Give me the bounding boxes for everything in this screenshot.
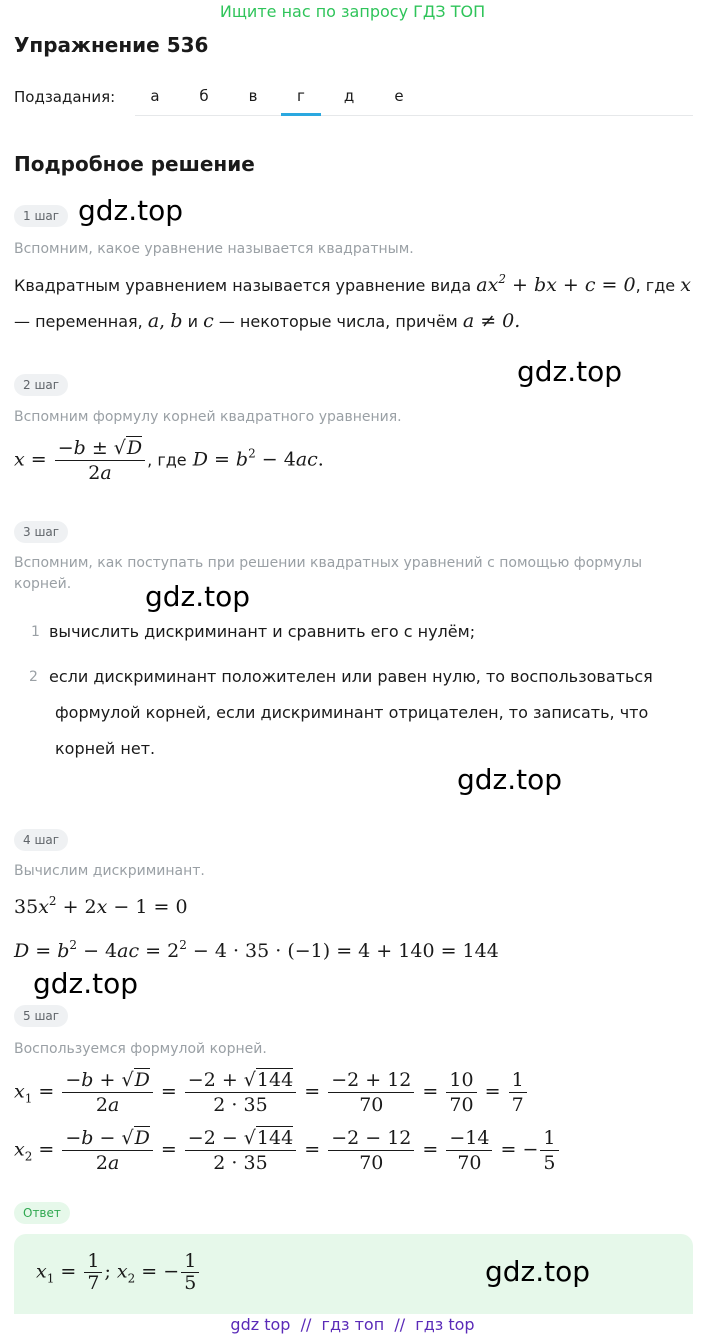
subtask-tab-g[interactable]: г: [281, 78, 321, 116]
page-title: Упражнение 536: [14, 33, 209, 57]
step-1-text: — переменная,: [14, 312, 143, 331]
watermark: gdz.top: [145, 580, 251, 613]
step-1-line-1: [14, 272, 691, 296]
watermark: gdz.top: [78, 194, 184, 227]
step-3-badge: 3 шаг: [14, 521, 68, 543]
step-1-text: Квадратным уравнением называется уравнение вида: [14, 276, 472, 295]
subtasks-tabs: [135, 78, 693, 116]
section-title: Подробное решение: [14, 152, 255, 176]
quadratic-equation-formula: $ax^2$ + bx + c = 0: [476, 272, 636, 296]
step-3-hint: Вспомним, как поступать при решении квадратных уравнений с помощью формулы корней.: [14, 555, 643, 592]
discriminant-calculation: $D = b^2 - 4ac = 2^2 - 4 \cdot 35 \cdot (-1) = 4 + 140 = 144$: [14, 938, 499, 962]
list-number: 1: [31, 624, 40, 640]
subtask-tab-e[interactable]: е: [394, 87, 404, 105]
footer-links[interactable]: gdz top // гдз топ // гдз top: [230, 1315, 475, 1334]
step-1-badge: 1 шаг: [14, 205, 68, 227]
condition-a-nonzero: a ≠ 0.: [462, 310, 521, 332]
subtask-tab-v[interactable]: в: [248, 87, 258, 105]
root-x1-calculation: $x_1$ = $\frac{-b + √D}{2a}$ = $\frac{-2 + √144}{2 \cdot 35}$ = $\frac{-2 + 12}{70}$ = $\frac{10}{70}$ = $\frac{1}{7}$: [14, 1068, 529, 1117]
step-1-text: и: [187, 312, 198, 331]
step-2-text: , где: [147, 450, 187, 470]
step-2-badge: 2 шаг: [14, 374, 68, 396]
watermark: gdz.top: [33, 967, 139, 1000]
step-2-hint: Вспомним формулу корней квадратного уравнения.: [14, 409, 402, 425]
watermark: gdz.top: [457, 763, 563, 796]
promo-banner: Ищите нас по запросу ГДЗ ТОП: [219, 2, 486, 21]
watermark: gdz.top: [517, 355, 623, 388]
step-4-hint: Вычислим дискриминант.: [14, 863, 205, 879]
fraction: $\frac{-b \pm √D}{2a}$: [55, 436, 145, 485]
step-1-text: — некоторые числа, причём: [218, 312, 458, 331]
root-x2-calculation: $x_2$ = $\frac{-b - √D}{2a}$ = $\frac{-2 - √144}{2 \cdot 35}$ = $\frac{-2 - 12}{70}$ = $\frac{-14}{70}$ = − $\frac{1}{5}$: [14, 1126, 561, 1175]
coefficient-c: c: [203, 310, 214, 332]
answer-badge: Ответ: [14, 1202, 70, 1224]
coefficient-a: a: [147, 310, 160, 332]
variable-x: x: [680, 274, 691, 296]
step-5-badge: 5 шаг: [14, 1005, 68, 1027]
watermark: gdz.top: [485, 1255, 591, 1288]
list-item: формулой корней, если дискриминант отрицателен, то записать, что: [55, 703, 649, 722]
equation: $35x^2 + 2x - 1 = 0$: [14, 894, 188, 918]
list-item: корней нет.: [55, 739, 156, 758]
coefficient-b: b: [170, 310, 183, 332]
step-1-text: , где: [635, 276, 676, 295]
list-number: 2: [29, 669, 38, 685]
step-4-badge: 4 шаг: [14, 829, 68, 851]
list-item: вычислить дискриминант и сравнить его с нулём;: [49, 622, 476, 641]
subtask-tab-b[interactable]: б: [199, 87, 209, 105]
subtasks-label: Подзадания:: [14, 88, 116, 106]
step-1-hint: Вспомним, какое уравнение называется квадратным.: [14, 241, 414, 257]
roots-formula: x = $\frac{-b \pm √D}{2a}$ , где $D = b^2 - 4ac$.: [14, 437, 324, 484]
list-item: если дискриминант положителен или равен нулю, то воспользоваться: [49, 667, 653, 686]
answer-formula: $x_1$ = $\frac{1}{7}$ ; $x_2$ = − $\frac{1}{5}$: [36, 1251, 201, 1294]
step-5-hint: Воспользуемся формулой корней.: [14, 1041, 267, 1057]
subtask-tab-d[interactable]: д: [343, 87, 355, 105]
step-1-line-2: — переменная, a, b и c — некоторые числа, причём a ≠ 0.: [14, 310, 521, 332]
subtask-tab-a[interactable]: а: [150, 87, 160, 105]
